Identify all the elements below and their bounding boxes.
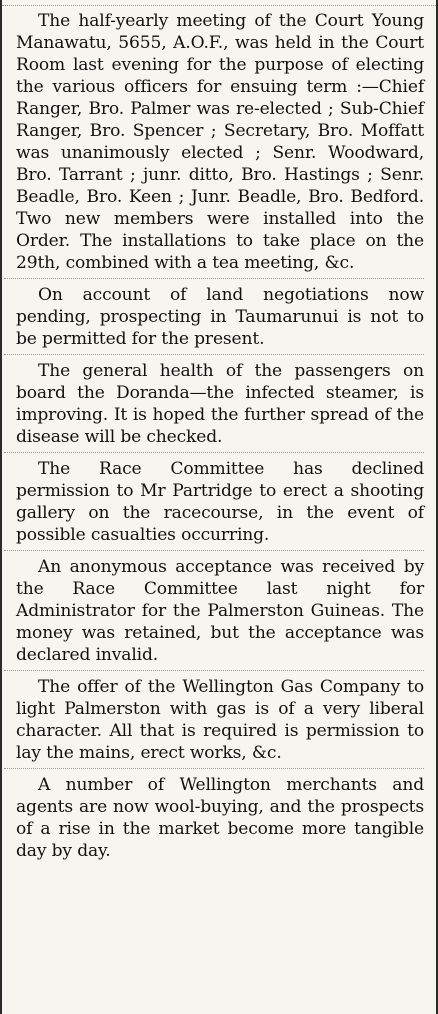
divider bbox=[4, 550, 424, 552]
article-gas-company: The offer of the Wellington Gas Company to light Palmerston with gas is of a very liberal character. All that is required is permission to lay the mains, erect works, &c. bbox=[16, 677, 424, 763]
article-doranda-health: The general health of the passengers on board the Doranda—the infected steamer, is improving. It is hoped the further spread of the disease will be checked. bbox=[16, 361, 424, 447]
divider bbox=[4, 452, 424, 454]
article-anonymous-acceptance: An anonymous acceptance was received by the Race Committee last night for Administrator for the Palmerston Guineas. The money was retained, but the acceptance was declared invalid. bbox=[16, 557, 424, 665]
divider bbox=[4, 670, 424, 672]
divider bbox=[4, 278, 424, 280]
article-court-meeting: The half-yearly meeting of the Court Young Manawatu, 5655, A.O.F., was held in the Court Room last evening for the purpose of electing the various officers for ensuing term :—Chief Ranger, Bro. Palmer was re-elected ; Sub-Chief Ranger, Bro. Spencer ; Secretary, Bro. Moffatt was unanimously elected ; Senr. Woodward, Bro. Tarrant ; junr. ditto, Bro. Hastings ; Senr. Beadle, Bro. Keen ; Junr. Beadle, Bro. Bedford. Two new members were installed into the Order. The installations to take place on the 29th, combined with a tea meeting, &c. bbox=[16, 11, 424, 273]
article-land-negotiations: On account of land negotiations now pending, prospecting in Taumarunui is not to be permitted for the present. bbox=[16, 285, 424, 349]
article-race-committee: The Race Committee has declined permission to Mr Partridge to erect a shooting gallery on the racecourse, in the event of possible casualties occurring. bbox=[16, 459, 424, 545]
divider bbox=[4, 354, 424, 356]
article-wool-buying: A number of Wellington merchants and agents are now wool-buying, and the prospects of a rise in the market become more tangible day by day. bbox=[16, 775, 424, 861]
top-rule bbox=[2, 0, 436, 6]
divider bbox=[4, 768, 424, 770]
